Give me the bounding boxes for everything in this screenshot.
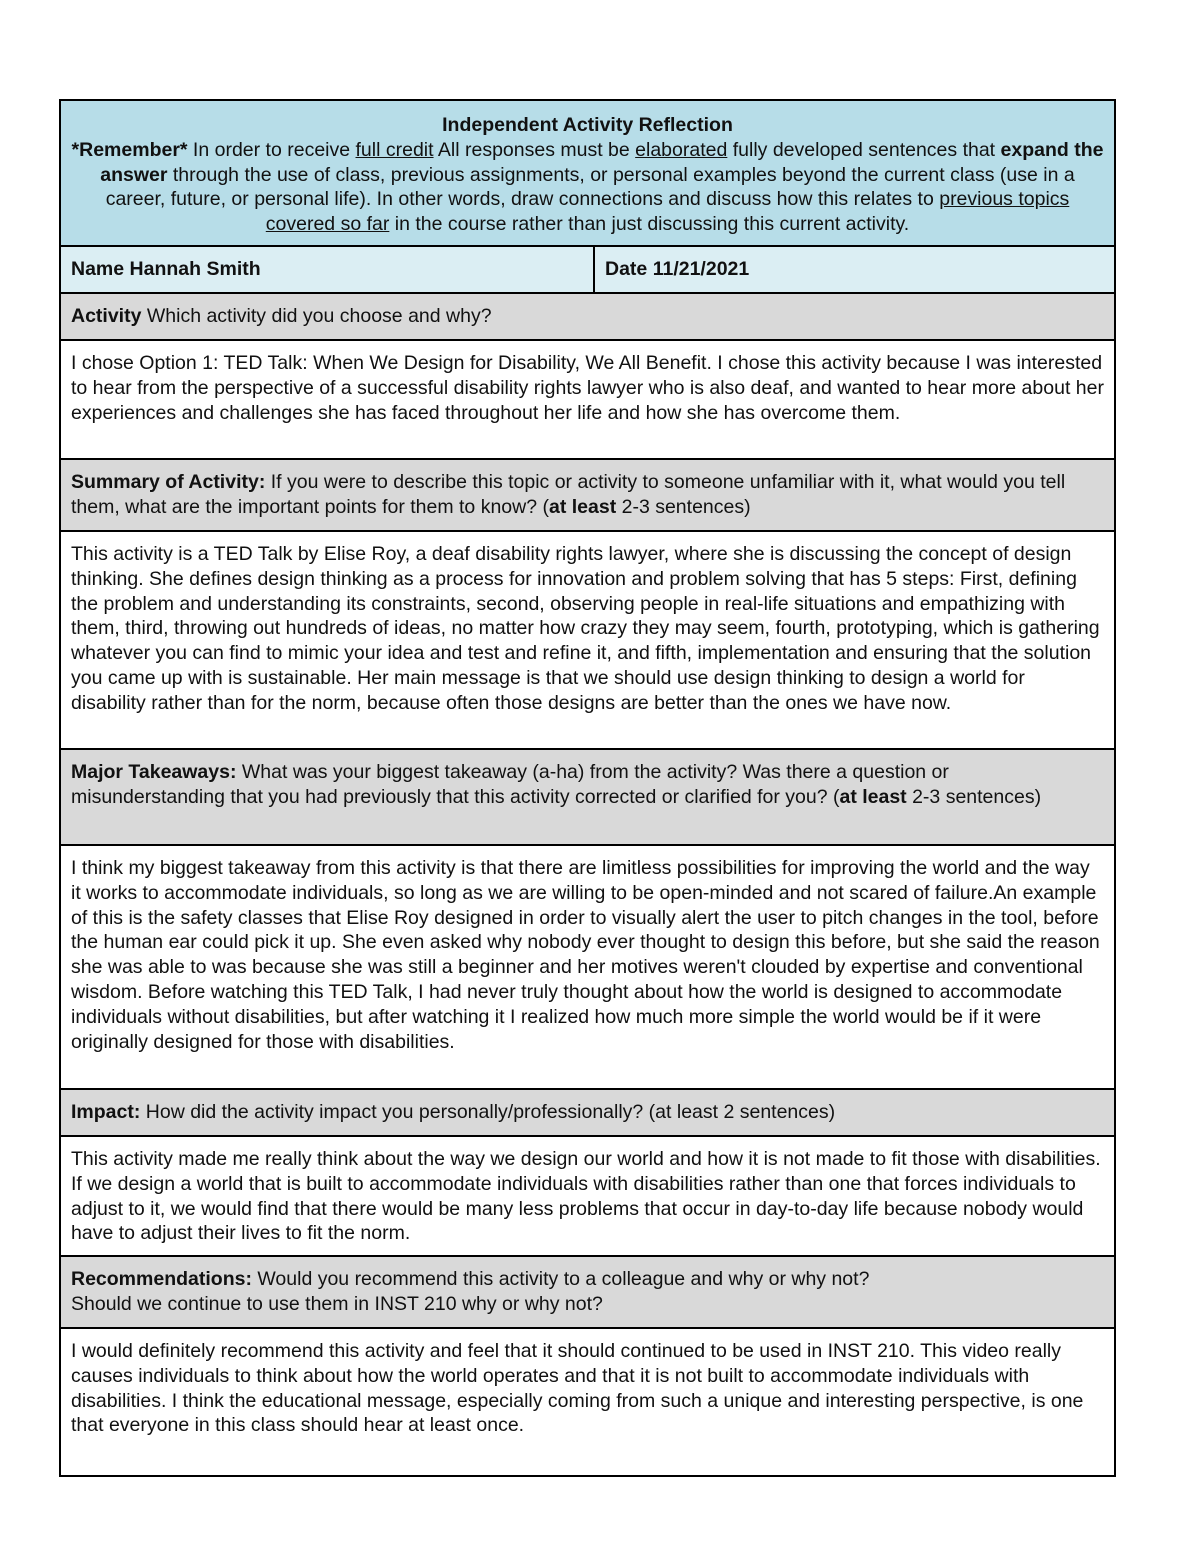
impact-label: Impact: <box>71 1101 141 1123</box>
date-label: Date <box>605 258 648 280</box>
instructions-part-2: All responses must be <box>433 138 636 161</box>
takeaways-prompt <box>61 750 1114 846</box>
summary-answer: This activity is a TED Talk by Elise Roy, a deaf disability rights lawyer, where she is discussing the concept of design thinking. She defines design thinking as a process for innovation and problem solving that has 5 steps: First, defining the problem and understanding its constraints, second, observing people in real-life situations and empathizing with them, third, throwing out hundreds of ideas, no matter how crazy they may seem, fourth, prototyping, which is gathering whatever you can find to mimic your idea and test and refine it, and fifth, implementation and ensuring that the solution you came up with is sustainable. Her main message is that we should use design thinking to design a world for disability rather than for the norm, because often those designs are better than the ones we have now. <box>61 532 1114 750</box>
activity-question: Which activity did you choose and why? <box>141 305 492 327</box>
recommendations-question-line2: Should we continue to use them in INST 210 why or why not? <box>71 1292 603 1315</box>
impact-prompt <box>61 1090 1114 1137</box>
summary-prompt <box>61 460 1114 532</box>
takeaways-at-least: at least <box>839 785 907 808</box>
instructions-part-4: through the use of class, previous assignments, or personal examples beyond the current class (use in a career, future, or personal life). In other words, draw connections and discuss how this relates to <box>105 163 1075 211</box>
name-field <box>61 247 595 292</box>
instructions-part-3: fully developed sentences that <box>727 138 1001 161</box>
reflection-form <box>59 99 1116 1477</box>
summary-at-least: at least <box>548 495 617 518</box>
date-field <box>595 247 1114 292</box>
summary-question-end: 2-3 sentences) <box>616 495 751 518</box>
summary-label: Summary of Activity: <box>71 471 266 493</box>
name-label: Name <box>71 258 125 280</box>
instructions-text <box>71 138 1104 237</box>
expand-answer-text: expand the answer <box>100 138 1104 186</box>
recommendations-label: Recommendations: <box>71 1268 252 1290</box>
takeaways-question-end: 2-3 sentences) <box>906 785 1042 808</box>
elaborated-text: elaborated <box>635 138 728 161</box>
takeaways-question: What was your biggest takeaway (a-ha) from the activity? Was there a question or misunderstanding that you had previously that this activity corrected or clarified for you? ( <box>71 761 949 808</box>
form-title: Independent Activity Reflection <box>442 114 733 136</box>
instructions-part-5: in the course rather than just discussing this current activity. <box>389 213 910 236</box>
summary-question: If you were to describe this topic or activity to someone unfamiliar with it, what would you tell them, what are the important points for them to know? ( <box>71 471 1066 518</box>
name-value: Hannah Smith <box>129 258 261 280</box>
recommendations-prompt <box>61 1257 1114 1329</box>
takeaways-label: Major Takeaways: <box>71 761 237 783</box>
name-date-row <box>61 247 1114 294</box>
previous-topics-text: previous topics covered so far <box>265 188 1070 236</box>
takeaways-answer: I think my biggest takeaway from this activity is that there are limitless possibilities for improving the world and the way it works to accommodate individuals, so long as we are willing to be open-minded and not scared of failure.An example of this is the safety classes that Elise Roy designed in order to visually alert the user to pitch changes in the tool, before the human ear could pick it up. She even asked why nobody ever thought to design this before, but she said the reason she was able to was because she was still a beginner and her motives weren't clouded by expertise and conventional wisdom. Before watching this TED Talk, I had never truly thought about how the world is designed to accommodate individuals without disabilities, but after watching it I realized how much more simple the world would be if it were originally designed for those with disabilities. <box>61 846 1114 1090</box>
activity-label: Activity <box>71 305 142 327</box>
impact-answer: This activity made me really think about the way we design our world and how it is not made to fit those with disabilities. If we design a world that is built to accommodate individuals with disabilities rather than one that forces individuals to adjust to it, we would find that there would be many less problems that occur in day-to-day life because nobody would have to adjust their lives to fit the norm. <box>61 1137 1114 1257</box>
instructions-part-1: In order to receive <box>187 138 356 161</box>
date-value: 11/21/2021 <box>652 258 750 280</box>
activity-prompt <box>61 294 1114 341</box>
full-credit-text: full credit <box>355 138 434 161</box>
impact-question: How did the activity impact you personally/professionally? (at least 2 sentences) <box>140 1101 836 1123</box>
remember-label: *Remember* <box>71 138 188 161</box>
activity-answer: I chose Option 1: TED Talk: When We Design for Disability, We All Benefit. I chose this activity because I was interested to hear from the perspective of a successful disability rights lawyer who is also deaf, and wanted to hear more about her experiences and challenges she has faced throughout her life and how she has overcome them. <box>61 341 1114 460</box>
recommendations-question: Would you recommend this activity to a colleague and why or why not? <box>251 1268 870 1290</box>
recommendations-answer: I would definitely recommend this activity and feel that it should continued to be used in INST 210. This video really causes individuals to think about how the world operates and that it is not built to accommodate individuals with disabilities. I think the educational message, especially coming from such a unique and interesting perspective, is one that everyone in this class should hear at least once. <box>61 1329 1114 1475</box>
instructions-header <box>61 101 1114 247</box>
